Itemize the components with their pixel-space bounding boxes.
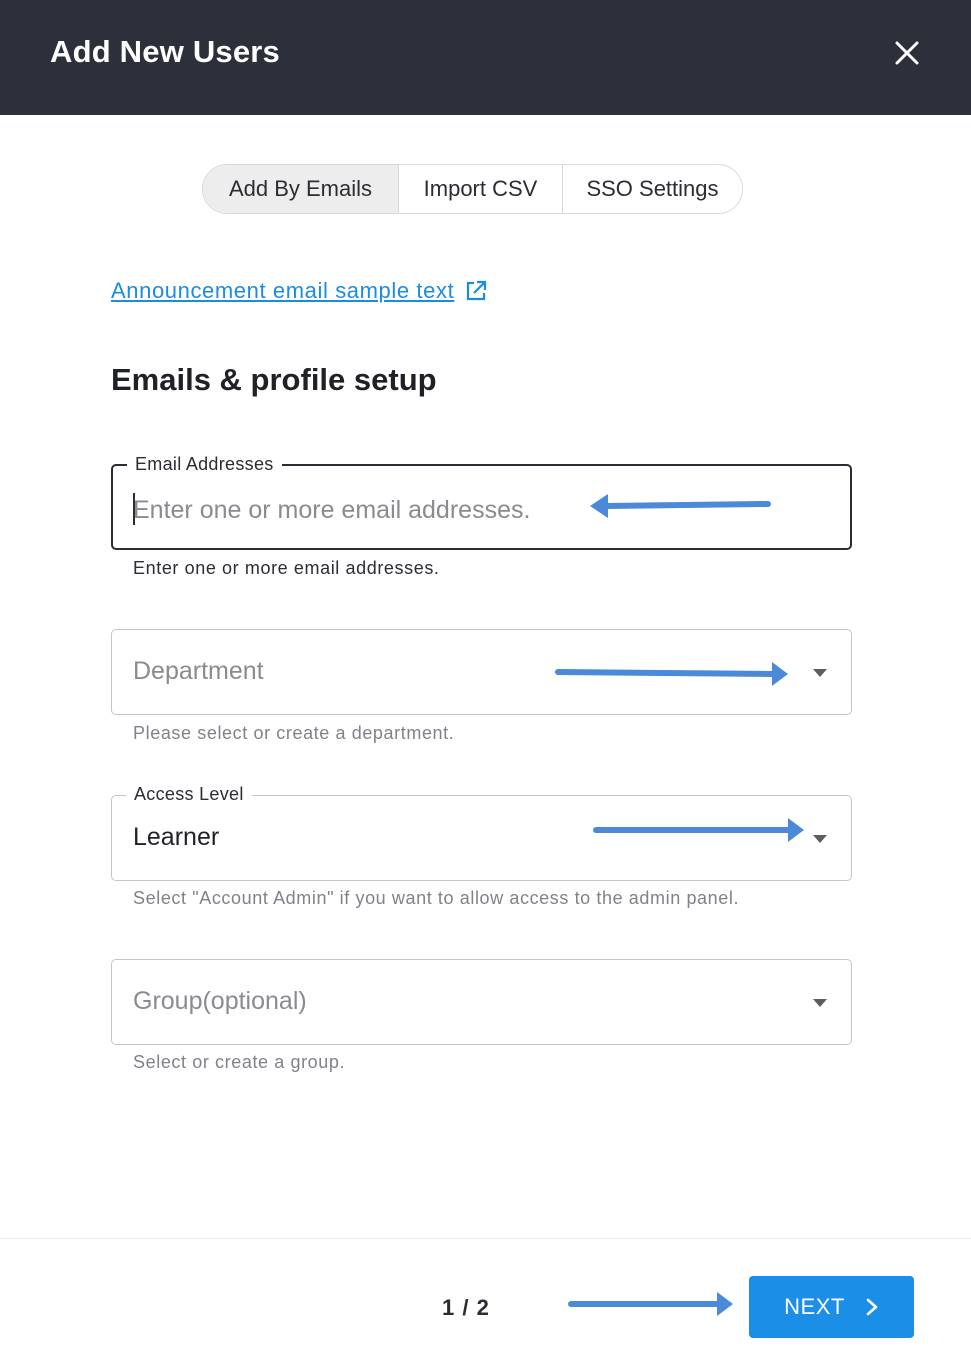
next-button[interactable] [749, 1276, 914, 1338]
tab-import-csv[interactable]: Import CSV [398, 165, 562, 213]
chevron-down-icon[interactable] [812, 998, 828, 1008]
access-level-value: Learner [133, 823, 220, 851]
department-helper-text: Please select or create a department. [133, 723, 455, 743]
access-level-legend: Access Level [126, 784, 252, 805]
group-placeholder: Group(optional) [133, 987, 307, 1015]
section-title: Emails & profile setup [111, 362, 437, 397]
annotation-arrow-right-icon [592, 814, 808, 846]
close-button[interactable] [890, 36, 924, 70]
tab-add-by-emails[interactable]: Add By Emails [203, 165, 398, 213]
annotation-arrow-right-icon [554, 658, 792, 690]
close-icon[interactable] [890, 36, 924, 70]
announcement-email-link[interactable] [111, 278, 488, 304]
annotation-arrow-right-icon [567, 1288, 737, 1320]
annotation-arrow-left-icon [588, 490, 772, 522]
chevron-down-icon[interactable] [812, 834, 828, 844]
email-input[interactable] [133, 493, 573, 527]
email-helper-text: Enter one or more email addresses. [133, 558, 440, 578]
department-placeholder: Department [133, 657, 264, 685]
text-caret [133, 493, 135, 525]
tab-sso-settings[interactable]: SSO Settings [562, 165, 742, 213]
group-select[interactable] [111, 959, 852, 1045]
external-link-icon[interactable] [464, 279, 488, 303]
footer-divider [0, 1238, 971, 1239]
group-helper-text: Select or create a group. [133, 1052, 346, 1072]
dialog-title: Add New Users [50, 34, 280, 69]
email-addresses-legend: Email Addresses [127, 454, 282, 475]
access-level-helper-text: Select "Account Admin" if you want to allow access to the admin panel. [133, 888, 740, 908]
announcement-link-label[interactable]: Announcement email sample text [111, 278, 455, 303]
dialog-header [0, 0, 971, 115]
next-button-label[interactable]: NEXT [784, 1294, 845, 1319]
chevron-down-icon[interactable] [812, 668, 828, 678]
chevron-right-icon[interactable] [865, 1297, 879, 1317]
tab-group [202, 164, 743, 214]
page-indicator: 1 / 2 [442, 1295, 490, 1320]
